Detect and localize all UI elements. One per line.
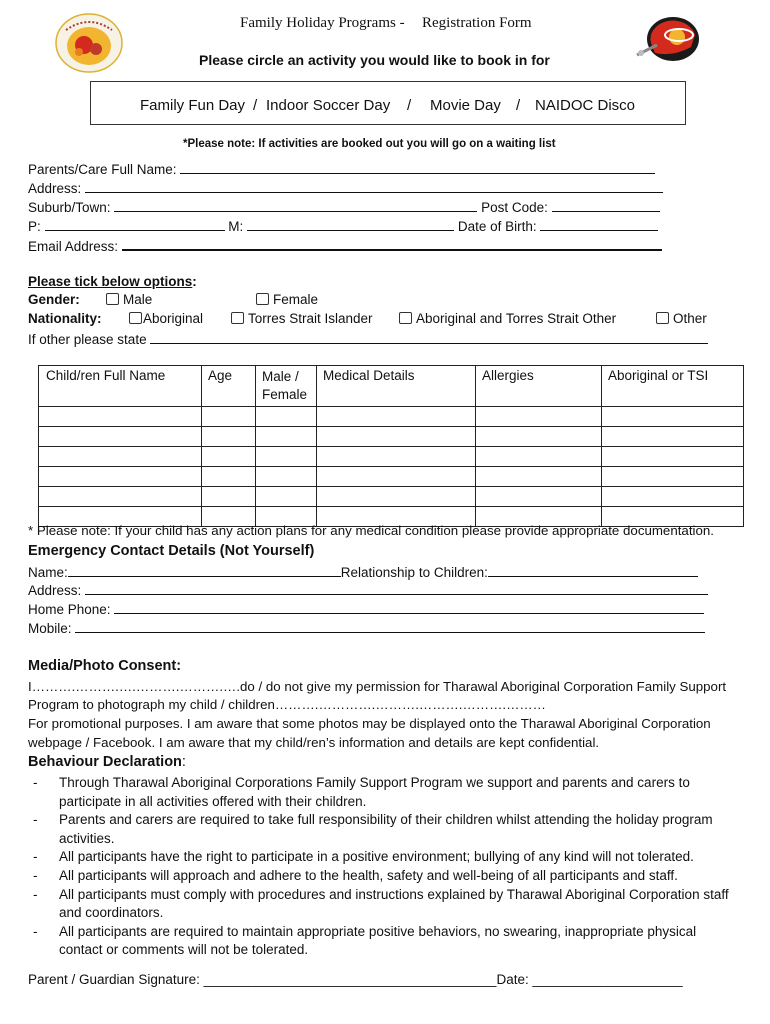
form-title-right: Registration Form — [422, 15, 532, 31]
behaviour-list — [30, 774, 750, 960]
emergency-name-label: Name: — [28, 565, 68, 580]
consent-heading: Media/Photo Consent: — [28, 658, 182, 674]
table-cell[interactable] — [476, 467, 602, 487]
medical-note: * Please note: If your child has any action plans for any medical condition please provide appropriate documentation. — [28, 523, 714, 538]
postcode-label: Post Code: — [481, 200, 548, 215]
behaviour-item: All participants have the right to participate in a positive environment; bullying of any kind will not tolerated. — [59, 849, 694, 865]
gender-label: Gender: — [28, 292, 80, 307]
list-item: - All participants have the right to participate in a positive environment; bullying of any kind will not tolerated. — [30, 848, 750, 867]
behaviour-item: Through Tharawal Aboriginal Corporations Family Support Program we support and parents and carers to participate in all activities offered with their children. — [59, 775, 690, 809]
home-phone-label: Home Phone: — [28, 602, 111, 617]
email-field[interactable] — [122, 236, 662, 251]
home-phone-field[interactable] — [114, 600, 704, 614]
checkbox-icon[interactable] — [129, 312, 142, 324]
gender-male-label: Male — [123, 292, 153, 307]
table-cell[interactable] — [317, 447, 476, 467]
consent-line-2: Program to photograph my child / children……….………….……….……….……….……… — [28, 697, 546, 712]
nationality-both-option[interactable] — [399, 311, 616, 326]
activity-movie-day[interactable]: Movie Day — [430, 97, 501, 114]
table-cell[interactable] — [39, 407, 202, 427]
nationality-other-label: Other — [673, 311, 707, 326]
table-header-row — [39, 366, 744, 407]
emergency-mobile-field[interactable] — [75, 619, 705, 633]
table-cell[interactable] — [317, 427, 476, 447]
consent-line-4: webpage / Facebook. I am aware that my child/ren’s information and details are kept confidential. — [28, 735, 600, 750]
list-item: - All participants must comply with procedures and instructions explained by Tharawal Aboriginal Corporation staff and coordinators. — [30, 886, 750, 923]
table-header-name: Child/ren Full Name — [39, 366, 202, 407]
table-cell[interactable] — [202, 467, 256, 487]
emergency-address-label: Address: — [28, 583, 82, 598]
table-cell[interactable] — [256, 427, 317, 447]
table-row — [39, 487, 744, 507]
nationality-aboriginal-label: Aboriginal — [143, 311, 204, 326]
table-cell[interactable] — [476, 407, 602, 427]
options-heading: Please tick below options — [28, 274, 193, 289]
list-item: - Through Tharawal Aboriginal Corporations Family Support Program we support and parents and carers to participate in all activities offered with their children. — [30, 774, 750, 811]
checkbox-icon[interactable] — [256, 293, 269, 305]
nationality-aboriginal-option[interactable] — [129, 311, 203, 326]
signature-field[interactable]: _______________________________________ — [203, 972, 497, 987]
relationship-field[interactable] — [488, 563, 698, 577]
relationship-label: Relationship to Children: — [340, 565, 488, 580]
table-header-age: Age — [202, 366, 256, 407]
list-item: - Parents and carers are required to take full responsibility of their children whilst attending the holiday program activities. — [30, 811, 750, 848]
form-title-left: Family Holiday Programs - — [240, 15, 405, 31]
emergency-heading: Emergency Contact Details (Not Yourself) — [28, 543, 315, 559]
parent-name-label: Parents/Care Full Name: — [28, 162, 177, 177]
table-cell[interactable] — [202, 447, 256, 467]
table-row — [39, 427, 744, 447]
emergency-name-field[interactable] — [68, 563, 341, 577]
phone-field[interactable] — [45, 217, 225, 231]
table-cell[interactable] — [39, 487, 202, 507]
gender-female-option[interactable] — [256, 292, 318, 307]
children-table — [38, 365, 744, 527]
dob-label: Date of Birth: — [457, 219, 537, 234]
behaviour-heading: Behaviour Declaration — [28, 754, 182, 770]
table-cell[interactable] — [317, 467, 476, 487]
activity-separator: / — [516, 97, 521, 114]
table-cell[interactable] — [602, 467, 744, 487]
consent-line-1: I……….……….….……….……….….do / do not give my permission for Tharawal Aboriginal Corporation Family Support — [28, 679, 727, 694]
date-label: Date: — [496, 972, 529, 987]
table-header-allergies: Allergies — [476, 366, 602, 407]
table-cell[interactable] — [317, 487, 476, 507]
checkbox-icon[interactable] — [231, 312, 244, 324]
table-cell[interactable] — [602, 427, 744, 447]
parent-name-field[interactable] — [180, 160, 655, 174]
table-cell[interactable] — [39, 427, 202, 447]
family-support-logo — [54, 12, 124, 74]
behaviour-item: Parents and carers are required to take full responsibility of their children whilst attending the holiday program activities. — [59, 812, 713, 846]
nationality-other-option[interactable] — [656, 311, 707, 326]
activity-indoor-soccer-day[interactable]: Indoor Soccer Day — [266, 97, 391, 114]
nationality-tsi-label: Torres Strait Islander — [248, 311, 373, 326]
table-cell[interactable] — [602, 407, 744, 427]
behaviour-item: All participants must comply with procedures and instructions explained by Tharawal Aboriginal Corporation staff and coordinators. — [59, 886, 729, 921]
list-item: - All participants will approach and adhere to the health, safety and well-being of all participants and staff. — [30, 867, 750, 886]
postcode-field[interactable] — [552, 198, 660, 212]
nationality-both-label: Aboriginal and Torres Strait Other — [416, 311, 617, 326]
other-state-label: If other please state — [28, 332, 147, 347]
address-label: Address: — [28, 181, 82, 196]
table-cell[interactable] — [39, 467, 202, 487]
table-row — [39, 447, 744, 467]
table-header-gender: Male / Female — [256, 366, 317, 407]
activity-separator: / — [407, 97, 412, 114]
checkbox-icon[interactable] — [656, 312, 669, 324]
table-cell[interactable] — [602, 447, 744, 467]
table-cell[interactable] — [256, 447, 317, 467]
nationality-label: Nationality: — [28, 311, 102, 326]
table-cell[interactable] — [476, 447, 602, 467]
table-cell[interactable] — [39, 447, 202, 467]
activity-family-fun-day[interactable]: Family Fun Day — [140, 97, 246, 114]
circle-instruction: Please circle an activity you would like to book in for — [199, 52, 550, 68]
phone-label: P: — [28, 219, 41, 234]
list-item: - All participants are required to maintain appropriate positive behaviors, no swearing, inappropriate physical contact or comments will not be tolerated. — [30, 923, 750, 960]
mobile-field[interactable] — [247, 217, 454, 231]
gender-male-option[interactable] — [106, 292, 152, 307]
mobile-label: M: — [228, 219, 244, 234]
activity-separator: / — [253, 97, 258, 114]
signature-label: Parent / Guardian Signature: — [28, 972, 200, 987]
dob-field[interactable] — [540, 217, 658, 231]
options-heading-colon: : — [192, 274, 197, 289]
waiting-list-note: *Please note: If activities are booked out you will go on a waiting list — [183, 138, 556, 150]
behaviour-item: All participants will approach and adhere to the health, safety and well-being of all participants and staff. — [59, 867, 678, 883]
table-header-medical: Medical Details — [317, 366, 476, 407]
table-cell[interactable] — [202, 427, 256, 447]
table-row — [39, 467, 744, 487]
table-cell[interactable] — [317, 407, 476, 427]
table-header-aboriginal-tsi: Aboriginal or TSI — [602, 366, 744, 407]
gender-female-label: Female — [273, 292, 319, 307]
suburb-label: Suburb/Town: — [28, 200, 111, 215]
consent-line-3: For promotional purposes. I am aware that some photos may be displayed onto the Tharawal Aboriginal Corporation — [28, 716, 711, 731]
tharawal-logo — [633, 13, 709, 65]
behaviour-item: All participants are required to maintain appropriate positive behaviors, no swearing, inappropriate physical contact or comments will not be tolerated. — [59, 923, 697, 958]
email-label: Email Address: — [28, 239, 119, 254]
behaviour-heading-colon: : — [181, 754, 186, 770]
table-cell[interactable] — [476, 487, 602, 507]
nationality-tsi-option[interactable] — [231, 311, 373, 326]
table-row — [39, 407, 744, 427]
suburb-field[interactable] — [114, 198, 477, 212]
table-cell[interactable] — [256, 467, 317, 487]
table-cell[interactable] — [256, 407, 317, 427]
address-field[interactable] — [85, 179, 663, 193]
activity-naidoc-disco[interactable]: NAIDOC Disco — [535, 97, 636, 114]
checkbox-icon[interactable] — [106, 293, 119, 305]
table-cell[interactable] — [256, 487, 317, 507]
table-cell[interactable] — [476, 427, 602, 447]
emergency-address-field[interactable] — [85, 581, 708, 595]
table-cell[interactable] — [202, 407, 256, 427]
table-cell[interactable] — [202, 487, 256, 507]
date-field[interactable]: ____________________ — [532, 972, 683, 987]
other-state-field[interactable] — [150, 330, 708, 344]
table-cell[interactable] — [602, 487, 744, 507]
checkbox-icon[interactable] — [399, 312, 412, 324]
emergency-mobile-label: Mobile: — [28, 621, 72, 636]
